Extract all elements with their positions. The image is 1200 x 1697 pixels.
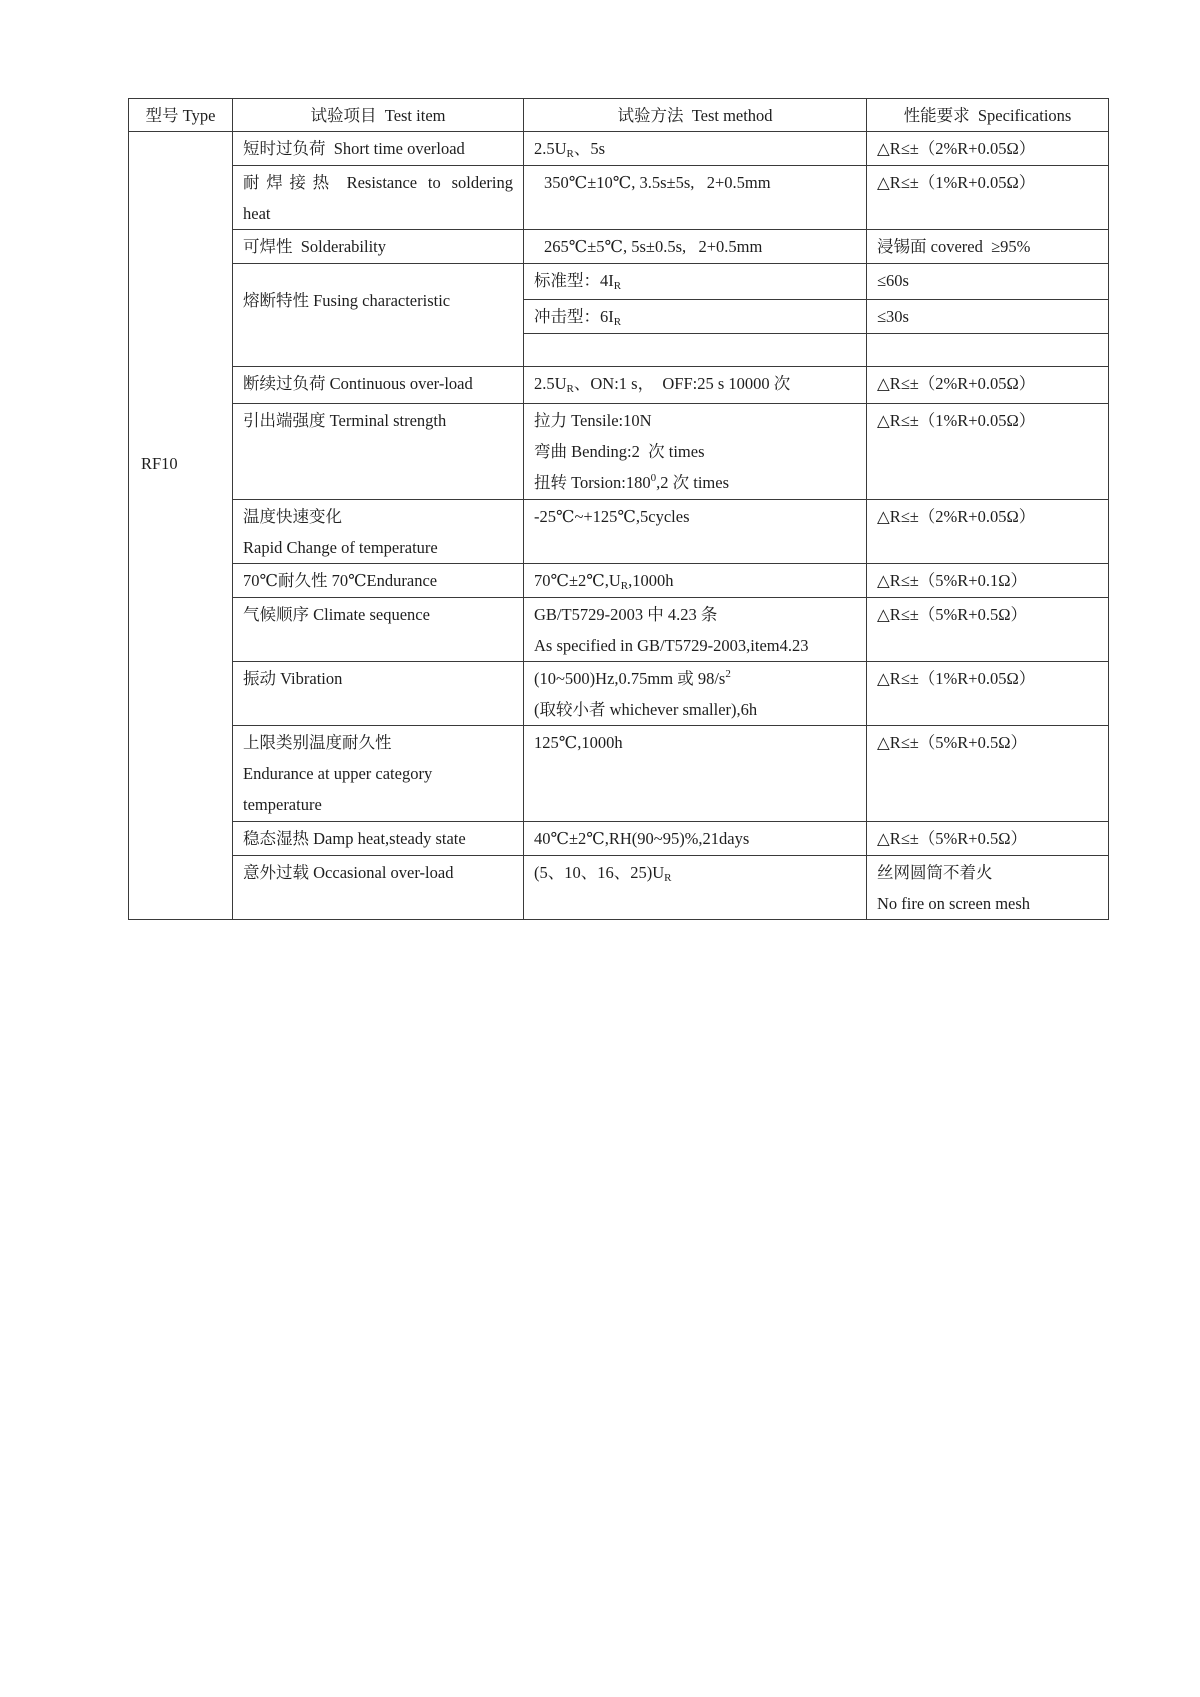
superscript: 0 (650, 472, 657, 484)
test-method-cell (524, 264, 867, 300)
test-specification-table (128, 98, 1109, 920)
spec-cell (867, 500, 1109, 564)
spec-text: △R≤±（1%R+0.05Ω） (877, 669, 1036, 688)
spec-text: △R≤±（5%R+0.5Ω） (877, 829, 1027, 848)
test-item-text: 熔断特性 Fusing characteristic (243, 291, 451, 310)
test-item-text: Endurance at upper category (243, 764, 433, 783)
test-item-cell (233, 662, 524, 726)
spec-cell (867, 822, 1109, 856)
subscript: R (620, 580, 629, 592)
header-test-method: 试验方法 Test method (524, 99, 867, 132)
method-text: 70℃±2℃,U (534, 571, 621, 590)
spec-text: △R≤±（1%R+0.05Ω） (877, 173, 1036, 192)
test-item-text: Rapid Change of temperature (243, 538, 438, 557)
spec-text: 浸锡面 covered ≥95% (877, 237, 1031, 256)
table-row (129, 598, 1109, 662)
spec-cell (867, 856, 1109, 920)
table-header-row (129, 99, 1109, 132)
method-text: (5、10、16、25)U (534, 863, 665, 882)
spec-text: 丝网圆筒不着火 (877, 863, 993, 882)
spec-cell (867, 230, 1109, 264)
method-text: As specified in GB/T5729-2003,item4.23 (534, 636, 809, 655)
method-text: 拉力 Tensile:10N (534, 411, 652, 430)
spec-text: No fire on screen mesh (877, 894, 1031, 913)
test-item-cell (233, 264, 524, 367)
spec-text: △R≤±（5%R+0.5Ω） (877, 733, 1027, 752)
method-text: 、ON:1 s， OFF:25 s 10000 次 (573, 374, 791, 393)
test-method-cell (524, 662, 867, 726)
subscript: R (566, 148, 574, 160)
empty-method-cell (524, 334, 867, 367)
test-method-cell (524, 726, 867, 822)
test-item-cell (233, 166, 524, 230)
method-text: (取较小者 whichever smaller),6h (534, 700, 758, 719)
test-method-cell (524, 300, 867, 334)
test-method-cell (524, 166, 867, 230)
spec-cell (867, 132, 1109, 166)
table-row (129, 230, 1109, 264)
test-item-text: 断续过负荷 Continuous over-load (243, 374, 473, 393)
spec-cell (867, 166, 1109, 230)
method-text: 40℃±2℃,RH(90~95)%,21days (534, 829, 750, 848)
test-method-cell (524, 500, 867, 564)
method-text: (10~500)Hz,0.75mm 或 98/s (534, 669, 726, 688)
test-item-cell (233, 822, 524, 856)
spec-text: △R≤±（5%R+0.5Ω） (877, 605, 1027, 624)
method-text: 、5s (573, 139, 606, 158)
spec-cell (867, 662, 1109, 726)
method-text: 350℃±10℃, 3.5s±5s, 2+0.5mm (544, 173, 771, 192)
table-row (129, 132, 1109, 166)
spec-text: △R≤±（2%R+0.05Ω） (877, 139, 1036, 158)
test-item-cell (233, 404, 524, 500)
test-method-cell (524, 367, 867, 404)
test-method-cell (524, 564, 867, 598)
test-item-cell (233, 500, 524, 564)
subscript: R (613, 280, 622, 292)
test-item-text: 短时过负荷 Short time overload (243, 139, 465, 158)
spec-text: △R≤±（2%R+0.05Ω） (877, 507, 1036, 526)
method-text: 弯曲 Bending:2 次 times (534, 442, 705, 461)
test-item-cell (233, 856, 524, 920)
method-text: 125℃,1000h (534, 733, 623, 752)
test-item-text: 引出端强度 Terminal strength (243, 411, 447, 430)
method-text: ,2 次 times (656, 473, 730, 492)
table-row (129, 856, 1109, 920)
spec-text: △R≤±（5%R+0.1Ω） (877, 571, 1027, 590)
subscript: R (566, 383, 574, 395)
header-test-item: 试验项目 Test item (233, 99, 524, 132)
test-method-cell (524, 822, 867, 856)
test-item-text: 可焊性 Solderability (243, 237, 386, 256)
table-row (129, 367, 1109, 404)
test-method-cell (524, 856, 867, 920)
model-name: RF10 (141, 454, 178, 473)
superscript: 2 (725, 668, 731, 680)
test-item-cell (233, 132, 524, 166)
test-item-text: 振动 Vibration (243, 669, 343, 688)
test-method-cell (524, 598, 867, 662)
test-method-cell (524, 230, 867, 264)
method-text: 冲击型：6I (534, 307, 614, 326)
table-row (129, 822, 1109, 856)
method-text: GB/T5729-2003 中 4.23 条 (534, 605, 718, 624)
test-item-text: 温度快速变化 (243, 507, 342, 526)
test-item-cell (233, 564, 524, 598)
method-text: 265℃±5℃, 5s±0.5s, 2+0.5mm (544, 237, 763, 256)
header-specifications: 性能要求 Specifications (867, 99, 1109, 132)
method-text: 2.5U (534, 139, 567, 158)
spec-text: ≤60s (877, 271, 909, 290)
test-item-text: 上限类别温度耐久性 (243, 733, 392, 752)
test-item-cell (233, 598, 524, 662)
header-type: 型号 Type (129, 99, 233, 132)
spec-cell (867, 598, 1109, 662)
spec-cell (867, 367, 1109, 404)
subscript: R (664, 872, 672, 884)
table-row (129, 404, 1109, 500)
method-text: -25℃~+125℃,5cycles (534, 507, 690, 526)
table-row (129, 564, 1109, 598)
table-row (129, 500, 1109, 564)
spec-cell (867, 726, 1109, 822)
spec-text: △R≤±（2%R+0.05Ω） (877, 374, 1036, 393)
test-item-text: 意外过载 Occasional over-load (243, 863, 454, 882)
spec-cell (867, 564, 1109, 598)
test-item-text: 稳态湿热 Damp heat,steady state (243, 829, 466, 848)
test-item-cell (233, 230, 524, 264)
method-text: 标准型：4I (534, 271, 614, 290)
method-text: 扭转 Torsion:180 (534, 473, 651, 492)
spec-cell (867, 300, 1109, 334)
test-method-cell (524, 132, 867, 166)
table-row (129, 726, 1109, 822)
empty-spec-cell (867, 334, 1109, 367)
table-row (129, 662, 1109, 726)
test-item-text: heat (243, 204, 271, 223)
table-row (129, 166, 1109, 230)
test-item-text: 70℃耐久性 70℃Endurance (243, 571, 438, 590)
table-row (129, 264, 1109, 300)
model-cell (129, 132, 233, 920)
test-item-text: 气候顺序 Climate sequence (243, 605, 430, 624)
spec-cell (867, 404, 1109, 500)
test-item-text: 耐焊接热 Resistance to soldering (243, 173, 513, 192)
spec-cell (867, 264, 1109, 300)
test-item-cell (233, 726, 524, 822)
subscript: R (613, 316, 622, 328)
method-text: ,1000h (628, 571, 674, 590)
test-method-cell (524, 404, 867, 500)
method-text: 2.5U (534, 374, 567, 393)
test-item-text: temperature (243, 795, 322, 814)
test-item-cell (233, 367, 524, 404)
spec-text: △R≤±（1%R+0.05Ω） (877, 411, 1036, 430)
spec-text: ≤30s (877, 307, 909, 326)
